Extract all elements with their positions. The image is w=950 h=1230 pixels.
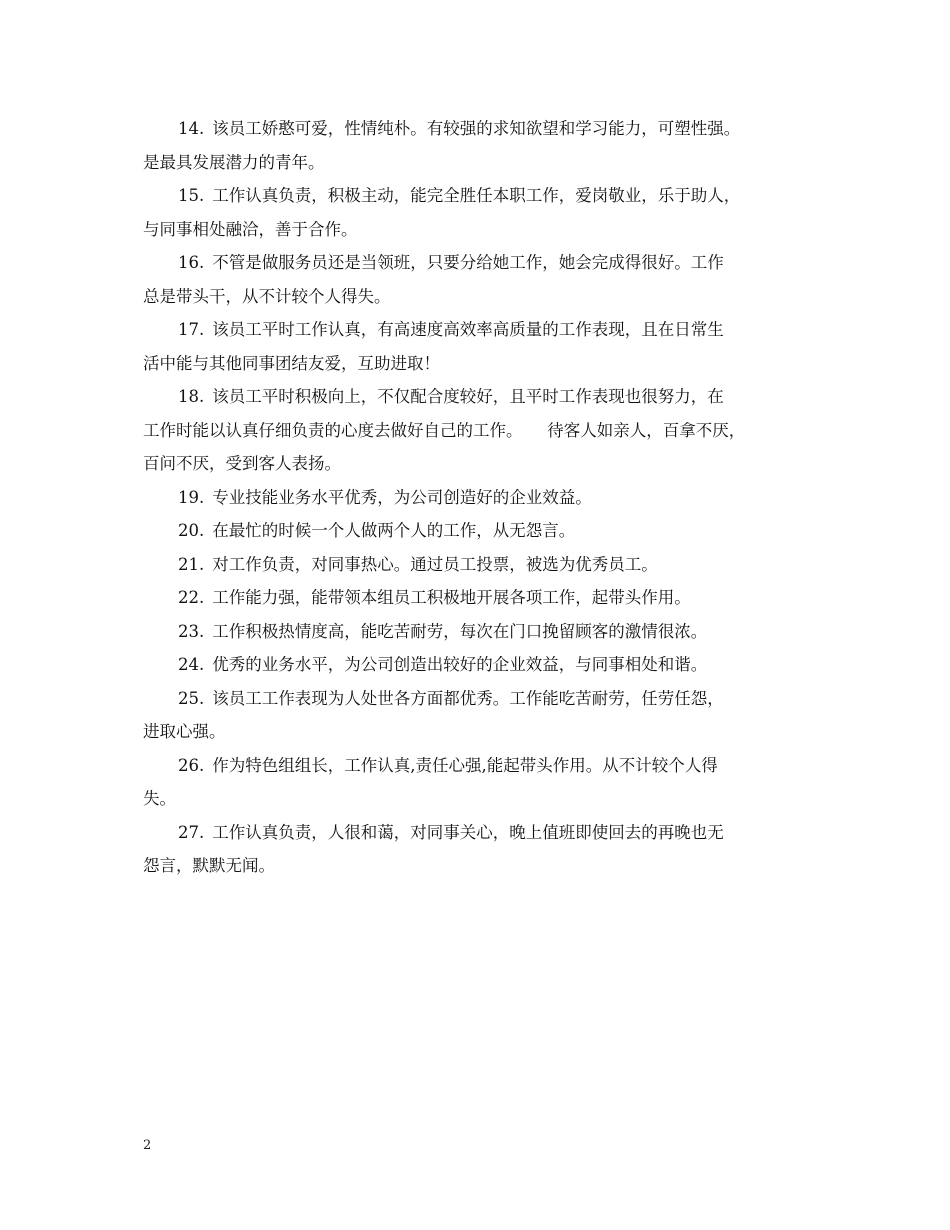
document-body — [143, 112, 833, 883]
paragraph-line — [143, 179, 833, 213]
list-item — [143, 816, 833, 883]
list-item — [143, 112, 833, 179]
line-text: 工作能力强，能带领本组员工积极地开展各项工作，起带头作用。 — [212, 588, 691, 607]
line-text: 工作认真负责，人很和蔼，对同事关心，晚上值班即使回去的再晚也无 — [212, 822, 724, 842]
line-text: 该员工工作表现为人处世各方面都优秀。工作能吃苦耐劳，任劳任怨， — [212, 688, 724, 708]
item-number: 23. — [178, 621, 205, 641]
paragraph-line — [143, 782, 833, 816]
line-text: 百问不厌，受到客人表扬。 — [143, 454, 341, 473]
line-text: 该员工平时积极向上，不仅配合度较好，且平时工作表现也很努力，在 — [212, 387, 724, 406]
paragraph-line — [143, 715, 833, 749]
line-text: 工作时能以认真仔细负责的心度去做好自己的工作。 待客人如亲人，百拿不厌， — [143, 420, 746, 440]
list-item — [143, 246, 833, 313]
item-number: 19. — [178, 487, 205, 507]
line-text: 进取心强。 — [143, 722, 226, 741]
line-text: 工作认真负责，积极主动，能完全胜任本职工作，爱岗敬业，乐于助人， — [212, 186, 741, 205]
item-number: 21. — [178, 554, 205, 574]
item-number: 25. — [178, 688, 205, 708]
list-item — [143, 648, 833, 682]
line-text: 工作积极热情度高，能吃苦耐劳，每次在门口挽留顾客的激情很浓。 — [212, 621, 708, 641]
paragraph-line — [143, 146, 833, 180]
item-number: 17. — [178, 320, 205, 339]
list-item — [143, 179, 833, 246]
paragraph-line — [143, 313, 833, 347]
line-text: 失。 — [143, 789, 176, 808]
list-item — [143, 682, 833, 749]
line-text: 该员工平时工作认真，有高速度高效率高质量的工作表现，且在日常生 — [212, 320, 724, 339]
line-text: 与同事相处融洽，善于合作。 — [143, 219, 358, 239]
paragraph-line — [143, 514, 833, 548]
list-item — [143, 615, 833, 649]
paragraph-line — [143, 380, 833, 414]
line-text: 优秀的业务水平，为公司创造出较好的企业效益，与同事相处和谐。 — [212, 655, 708, 674]
line-text: 该员工娇憨可爱，性情纯朴。有较强的求知欲望和学习能力，可塑性强。 — [212, 119, 741, 138]
paragraph-line — [143, 414, 833, 448]
paragraph-line — [143, 246, 833, 280]
item-number: 18. — [178, 387, 205, 406]
line-text: 专业技能业务水平优秀，为公司创造好的企业效益。 — [212, 487, 592, 507]
list-item — [143, 481, 833, 515]
paragraph-line — [143, 447, 833, 481]
paragraph-line — [143, 615, 833, 649]
item-number: 26. — [178, 755, 205, 775]
item-number: 22. — [178, 588, 205, 607]
line-text: 怨言，默默无闻。 — [143, 856, 275, 875]
list-item — [143, 548, 833, 582]
paragraph-line — [143, 280, 833, 314]
line-text: 作为特色组组长，工作认真,责任心强,能起带头作用。从不计较个人得 — [212, 755, 718, 775]
list-item — [143, 581, 833, 615]
paragraph-line — [143, 112, 833, 146]
paragraph-line — [143, 347, 833, 381]
paragraph-line — [143, 648, 833, 682]
paragraph-line — [143, 816, 833, 850]
item-number: 24. — [178, 655, 205, 674]
line-text: 在最忙的时候一个人做两个人的工作，从无怨言。 — [212, 521, 576, 540]
line-text: 不管是做服务员还是当领班，只要分给她工作，她会完成得很好。工作 — [212, 253, 724, 272]
paragraph-line — [143, 749, 833, 783]
item-number: 15. — [178, 186, 205, 205]
paragraph-line — [143, 481, 833, 515]
paragraph-line — [143, 548, 833, 582]
list-item — [143, 380, 833, 481]
line-text: 活中能与其他同事团结友爱，互助进取！ — [143, 353, 440, 373]
line-text: 总是带头干，从不计较个人得失。 — [143, 286, 391, 306]
page-number: 2 — [143, 1138, 152, 1153]
item-number: 16. — [178, 253, 205, 272]
paragraph-line — [143, 682, 833, 716]
paragraph-line — [143, 581, 833, 615]
item-number: 14. — [178, 119, 205, 138]
list-item — [143, 313, 833, 380]
line-text: 对工作负责，对同事热心。通过员工投票，被选为优秀员工。 — [212, 554, 658, 574]
item-number: 20. — [178, 521, 205, 540]
list-item — [143, 749, 833, 816]
item-number: 27. — [178, 822, 205, 842]
list-item — [143, 514, 833, 548]
paragraph-line — [143, 849, 833, 883]
paragraph-line — [143, 213, 833, 247]
line-text: 是最具发展潜力的青年。 — [143, 152, 325, 172]
